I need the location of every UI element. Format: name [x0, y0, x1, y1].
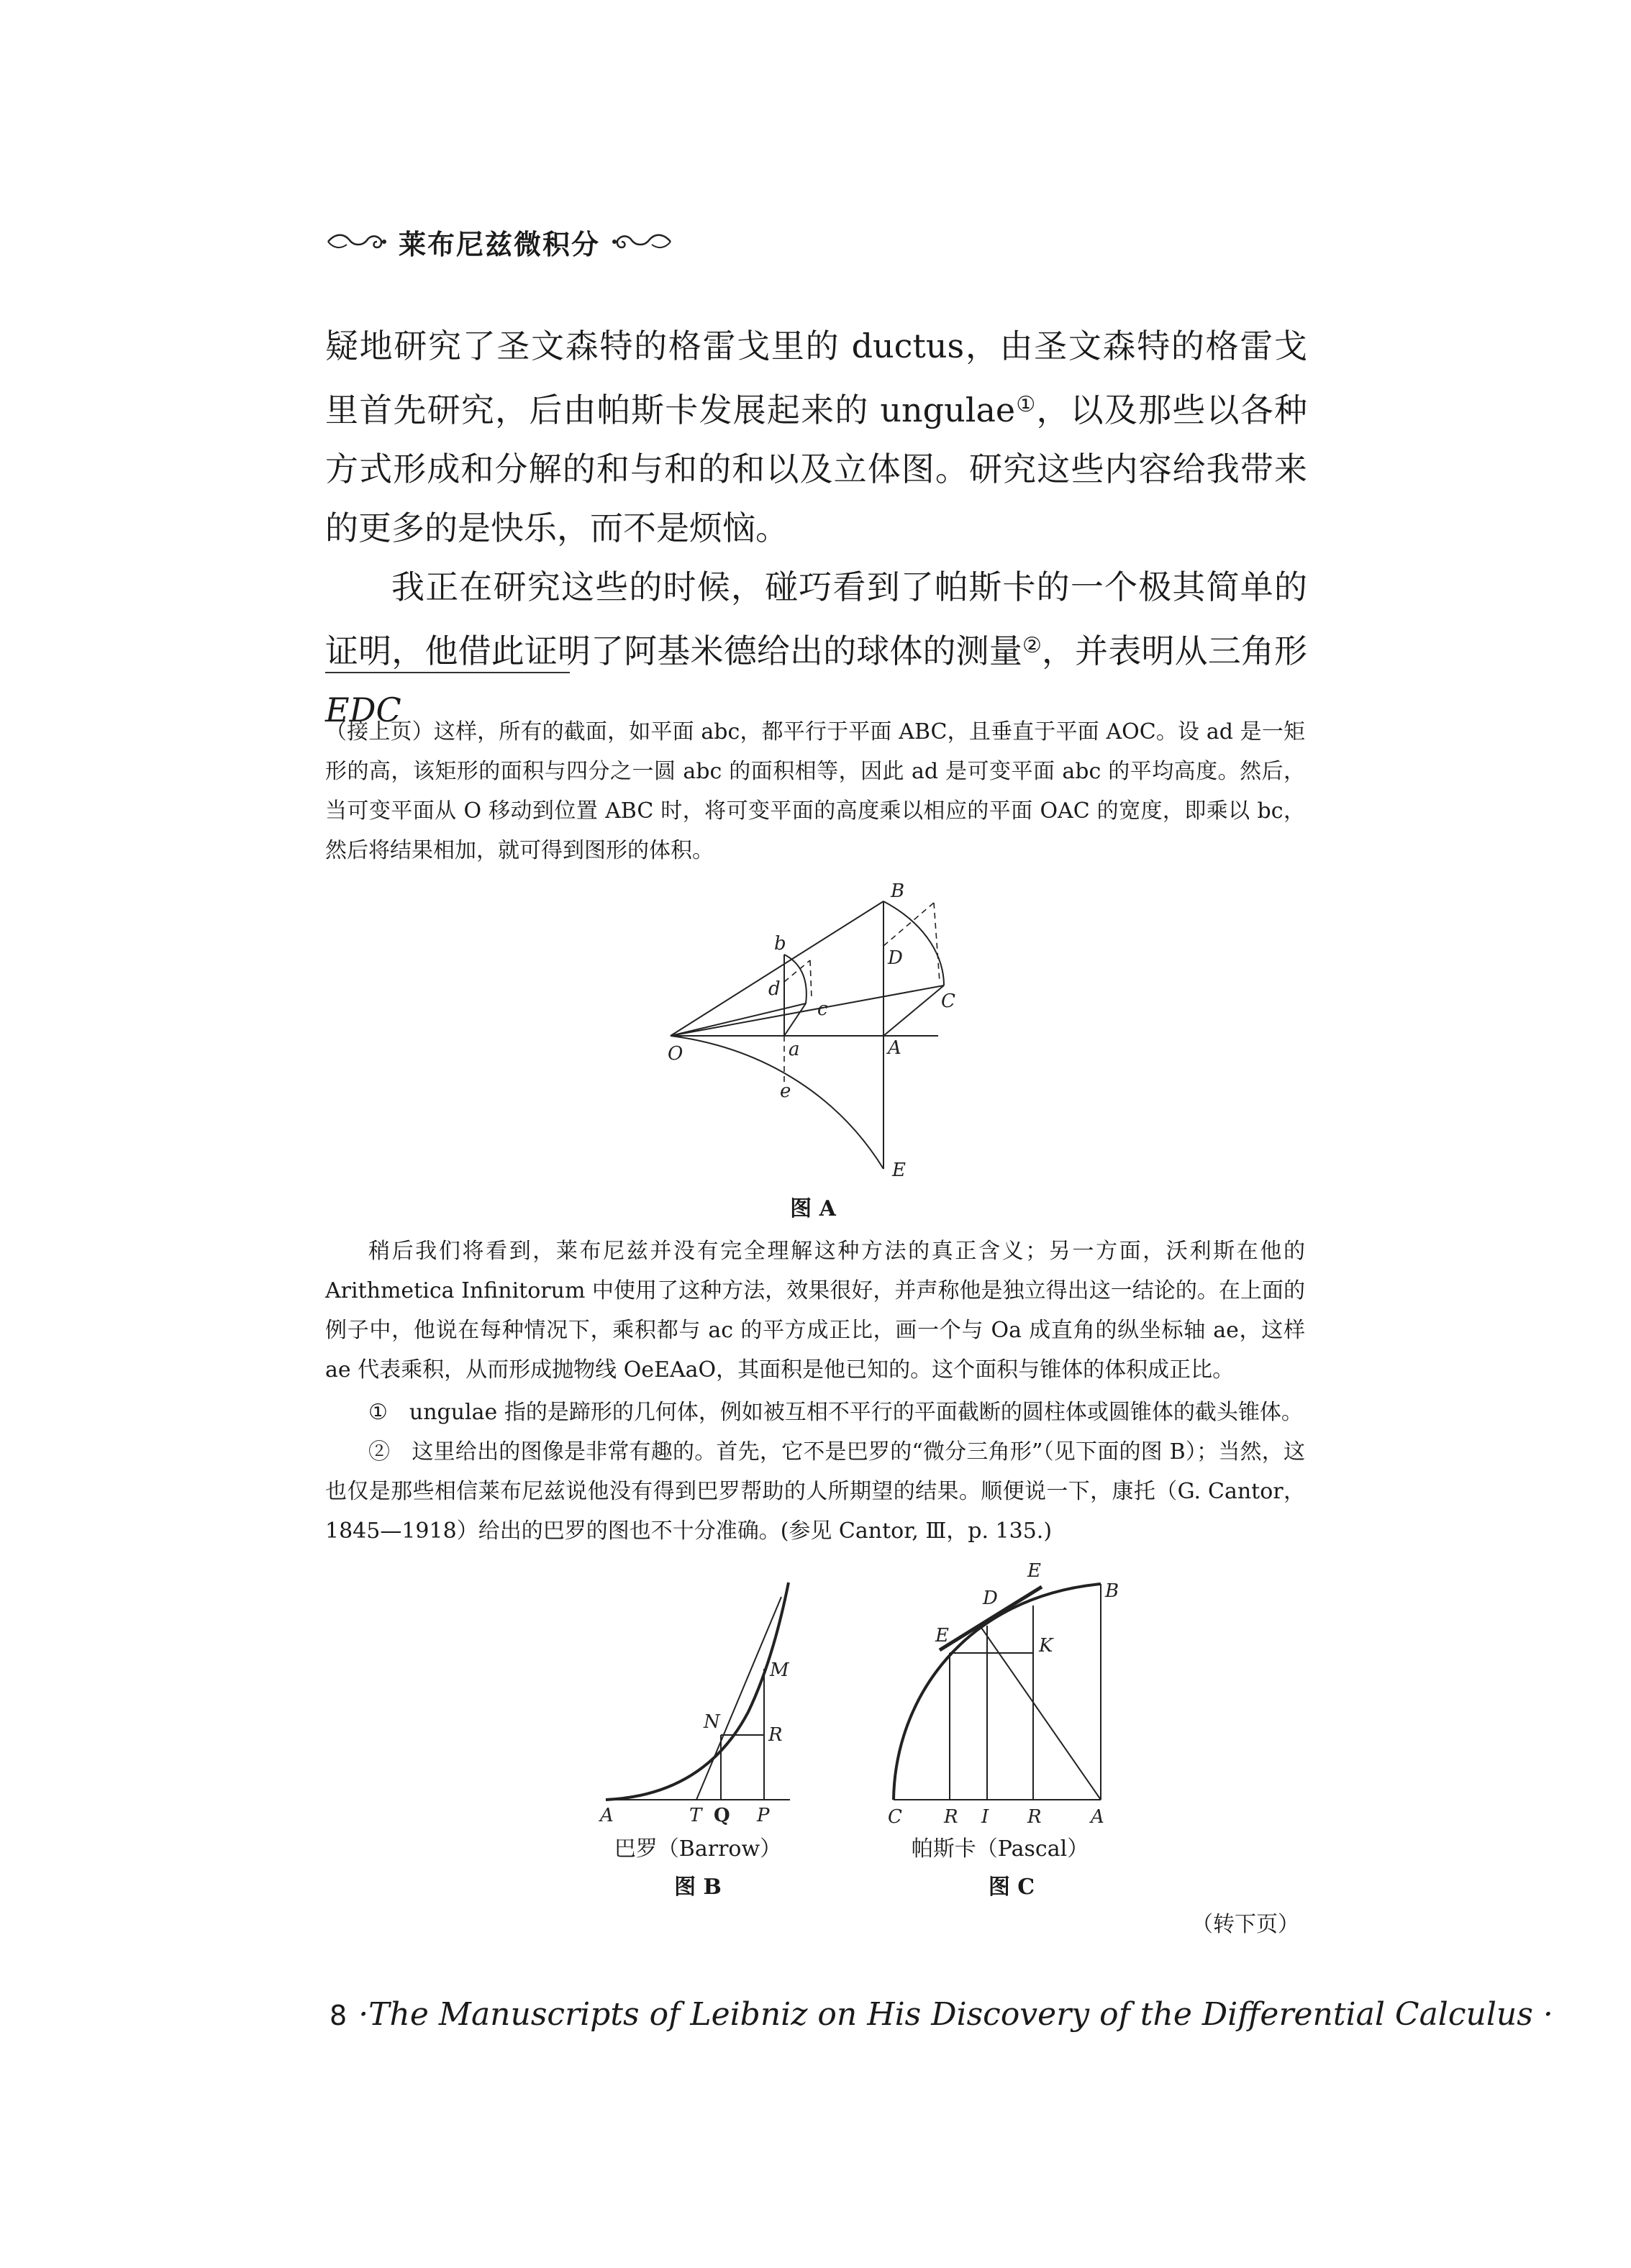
figure-b-caption: 图 B	[674, 1875, 722, 1900]
figure-c-diagram	[879, 1554, 1138, 1827]
figure-a-caption: 图 A	[790, 1196, 836, 1221]
footnote-separator	[325, 672, 570, 673]
label-R: R	[768, 1724, 783, 1746]
running-title: 莱布尼兹微积分	[399, 228, 601, 260]
figure-c-subtitle: 帕斯卡（Pascal）	[911, 1836, 1089, 1862]
label-c: c	[817, 998, 828, 1020]
label-a: a	[789, 1039, 800, 1060]
body-paragraph-2: 我正在研究这些的时候，碰巧看到了帕斯卡的一个极其简单的证明，他借此证明了阿基米德给出的球体的测量②，并表明从三角形 EDC	[325, 568, 1308, 729]
page-number: 8	[330, 2000, 347, 2031]
label-A: A	[1091, 1806, 1104, 1827]
figure-c-caption: 图 C	[988, 1875, 1035, 1900]
left-ornament-icon	[325, 227, 390, 256]
label-T: T	[689, 1805, 702, 1826]
continued-next: （转下页）	[1191, 1912, 1299, 1937]
label-N: N	[704, 1711, 720, 1733]
label-Q: Q	[714, 1805, 730, 1826]
footnote-1: ① ungulae 指的是蹄形的几何体，例如被互相不平行的平面截断的圆柱体或圆锥体的截头锥体。	[368, 1400, 1303, 1425]
label-O: O	[668, 1043, 683, 1065]
label-R-left: R	[944, 1806, 958, 1827]
label-I: I	[981, 1806, 989, 1827]
footnote-2: ② 这里给出的图像是非常有趣的。首先，它不是巴罗的“微分三角形”（见下面的图 B）；当然，这也仅是那些相信莱布尼兹说他没有得到巴罗帮助的人所期望的结果。顺便说一下，康托（G. Cantor，1845—1918）给出的巴罗的图也不十分准确。(参见 Cantor, Ⅲ，p. 135.)	[325, 1439, 1305, 1544]
label-A: A	[600, 1805, 614, 1826]
body-paragraph-1: 疑地研究了圣文森特的格雷戈里的 ductus，由圣文森特的格雷戈里首先研究，后由帕斯卡发展起来的 ungulae①，以及那些以各种方式形成和分解的和与和的和以及立体图。研究这些内容给我带来的更多的是快乐，而不是烦恼。	[325, 327, 1307, 547]
label-R-right: R	[1027, 1806, 1042, 1827]
label-C: C	[941, 990, 955, 1012]
footnote-ref-1: ①	[1015, 392, 1037, 417]
label-E-upper: E	[1027, 1560, 1041, 1582]
footnote-ref-2: ②	[1022, 633, 1042, 658]
footnote-after-figure-a: 稍后我们将看到，莱布尼兹并没有完全理解这种方法的真正含义；另一方面，沃利斯在他的 Arithmetica Infinitorum 中使用了这种方法，效果很好，并声称他是独立得出这一结论的。在上面的例子中，他说在每种情况下，乘积都与 ac 的平方成正比，画一个与 Oa 成直角的纵坐标轴 ae，这样 ae 代表乘积，从而形成抛物线 OeEAaO，其面积是他已知的。这个面积与锥体的体积成正比。	[325, 1239, 1305, 1383]
label-D: D	[888, 947, 903, 969]
label-E-lower: E	[935, 1625, 949, 1647]
running-header	[325, 220, 673, 263]
label-e: e	[780, 1080, 791, 1102]
main-text	[325, 316, 1307, 739]
label-b: b	[774, 933, 786, 955]
label-K: K	[1039, 1635, 1053, 1657]
label-D: D	[983, 1588, 998, 1609]
page-footer	[330, 1996, 1553, 2033]
right-ornament-icon	[609, 227, 673, 256]
label-B: B	[1105, 1580, 1119, 1602]
book-title: ·The Manuscripts of Leibniz on His Discovery of the Differential Calculus ·	[358, 1996, 1553, 2033]
label-C: C	[888, 1806, 902, 1827]
figure-a-diagram	[648, 874, 964, 1190]
footnote-body	[325, 1231, 1305, 1551]
figure-b-subtitle: 巴罗（Barrow）	[614, 1836, 782, 1862]
figure-b-diagram	[597, 1568, 806, 1827]
label-M: M	[770, 1659, 789, 1681]
label-P: P	[757, 1805, 770, 1826]
label-d: d	[768, 978, 781, 1000]
footnote-continued: （接上页）这样，所有的截面，如平面 abc，都平行于平面 ABC，且垂直于平面 AOC。设 ad 是一矩形的高，该矩形的面积与四分之一圆 abc 的面积相等，因此 ad 是可变平面 abc 的平均高度。然后，当可变平面从 O 移动到位置 ABC 时，将可变平面的高度乘以相应的平面 OAC 的宽度，即乘以 bc，然后将结果相加，就可得到图形的体积。	[325, 719, 1305, 863]
label-A: A	[888, 1037, 901, 1059]
label-B: B	[891, 880, 905, 902]
label-E: E	[892, 1160, 906, 1181]
